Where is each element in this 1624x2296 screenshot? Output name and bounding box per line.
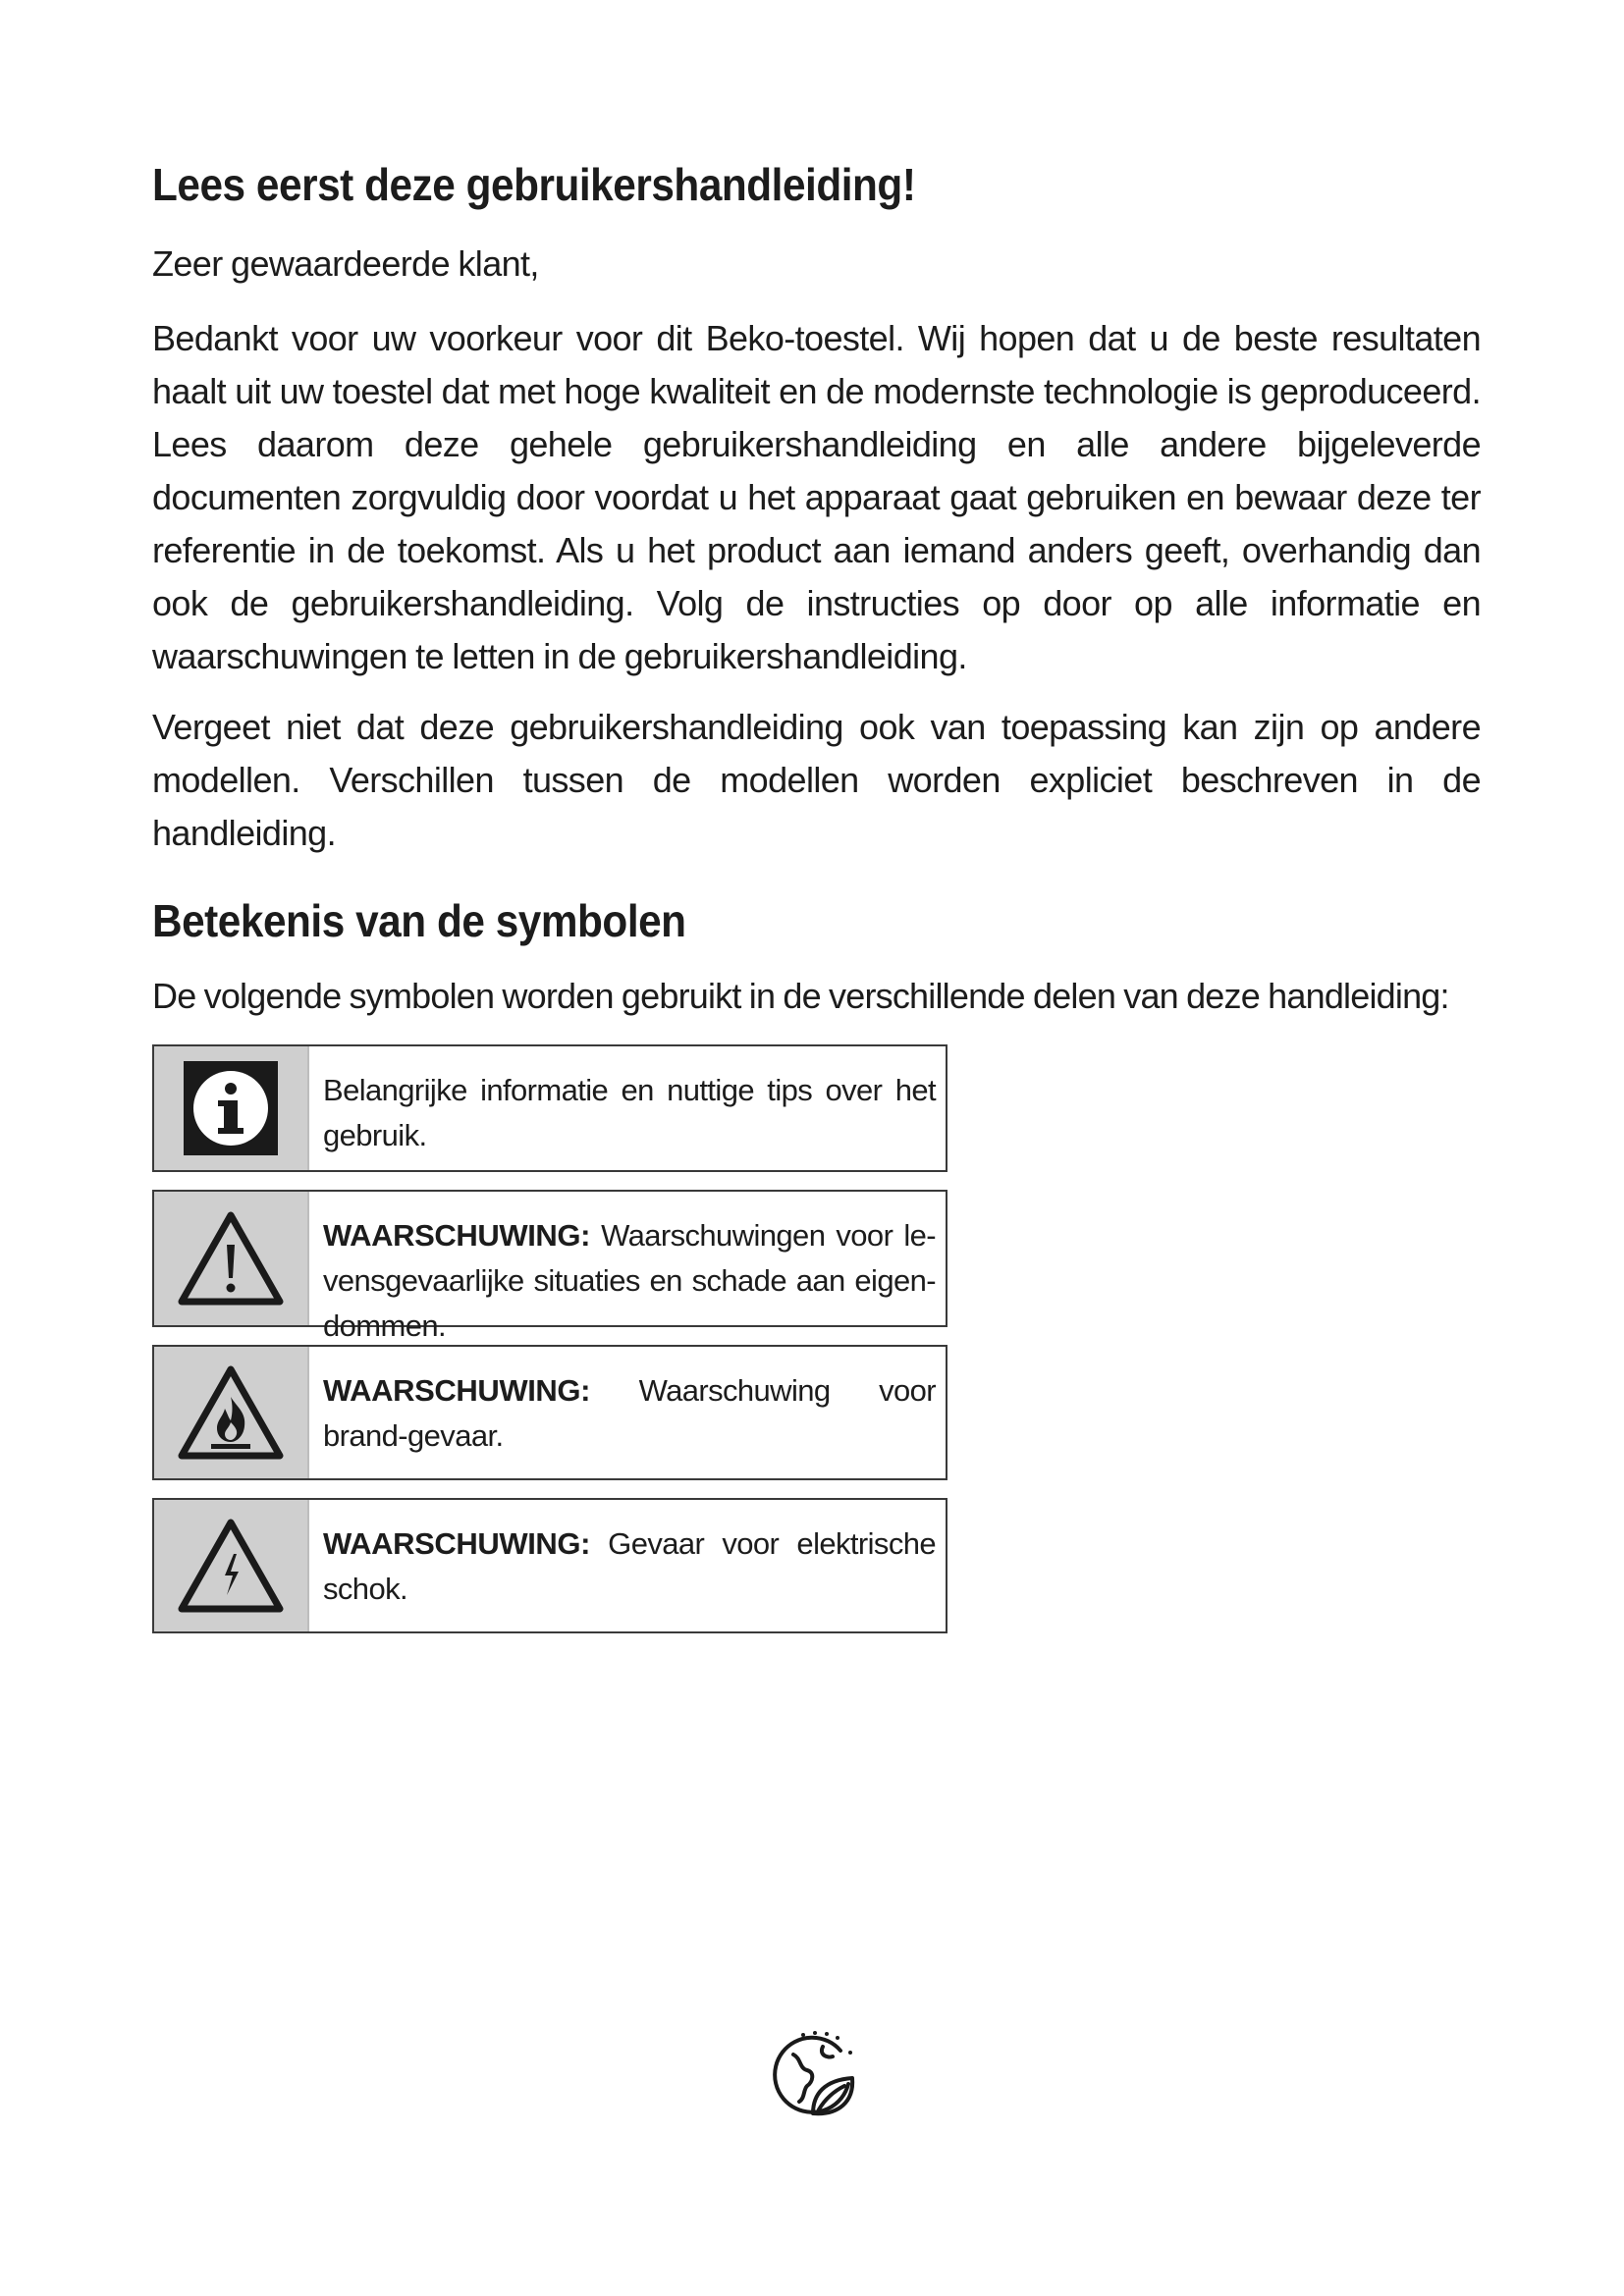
symbol-description: WAARSCHUWING: Waarschuwing voor brand-gevaar.: [323, 1373, 936, 1453]
symbols-intro: De volgende symbolen worden gebruikt in de verschillende delen van deze handleiding:: [152, 976, 1449, 1016]
page-title: Lees eerst deze gebruikershandleiding!: [152, 159, 916, 210]
symbol-row-electric: [152, 1498, 947, 1633]
symbol-row-info: [152, 1044, 947, 1172]
symbol-description: WAARSCHUWING: Waarschuwingen voor le-vensgevaarlijke situaties en schade aan eigen-dommen.: [323, 1218, 936, 1343]
section-title-symbols: Betekenis van de symbolen: [152, 895, 686, 946]
manual-page: [152, 157, 1481, 1651]
symbol-row-warning: [152, 1190, 947, 1343]
electric-shock-icon: [176, 1517, 286, 1615]
models-paragraph: Vergeet niet dat deze gebruikershandleiding ook van toepassing kan zijn op andere modellen. Verschillen tussen de modellen worden expliciet beschreven in de handleiding.: [152, 707, 1481, 853]
symbol-description: WAARSCHUWING: Gevaar voor elektrische schok.: [323, 1526, 936, 1606]
symbol-description: Belangrijke informatie en nuttige tips over het gebruik.: [323, 1073, 936, 1152]
warning-exclamation-icon: [176, 1209, 286, 1308]
symbol-row-fire: [152, 1345, 947, 1480]
eco-globe-leaf-icon: [764, 2025, 866, 2127]
info-icon: [184, 1061, 278, 1155]
salutation: Zeer gewaardeerde klant,: [152, 243, 539, 284]
intro-paragraph: Bedankt voor uw voorkeur voor dit Beko-toestel. Wij hopen dat u de beste resultaten haalt uit uw toestel dat met hoge kwaliteit en de modernste technologie is geproduceerd. Lees daarom deze gehele gebruikershandleiding en alle andere bijgeleverde documenten zorgvuldig door voordat u het apparaat gaat gebruiken en bewaar deze ter referentie in de toekomst. Als u het product aan iemand anders geeft, overhandig dan ook de gebruikershandleiding. Volg de instructies op door op alle informatie en waarschuwingen te letten in de gebruikershandleiding.: [152, 318, 1481, 676]
fire-hazard-icon: [176, 1363, 286, 1462]
symbols-table: [152, 1044, 947, 1633]
